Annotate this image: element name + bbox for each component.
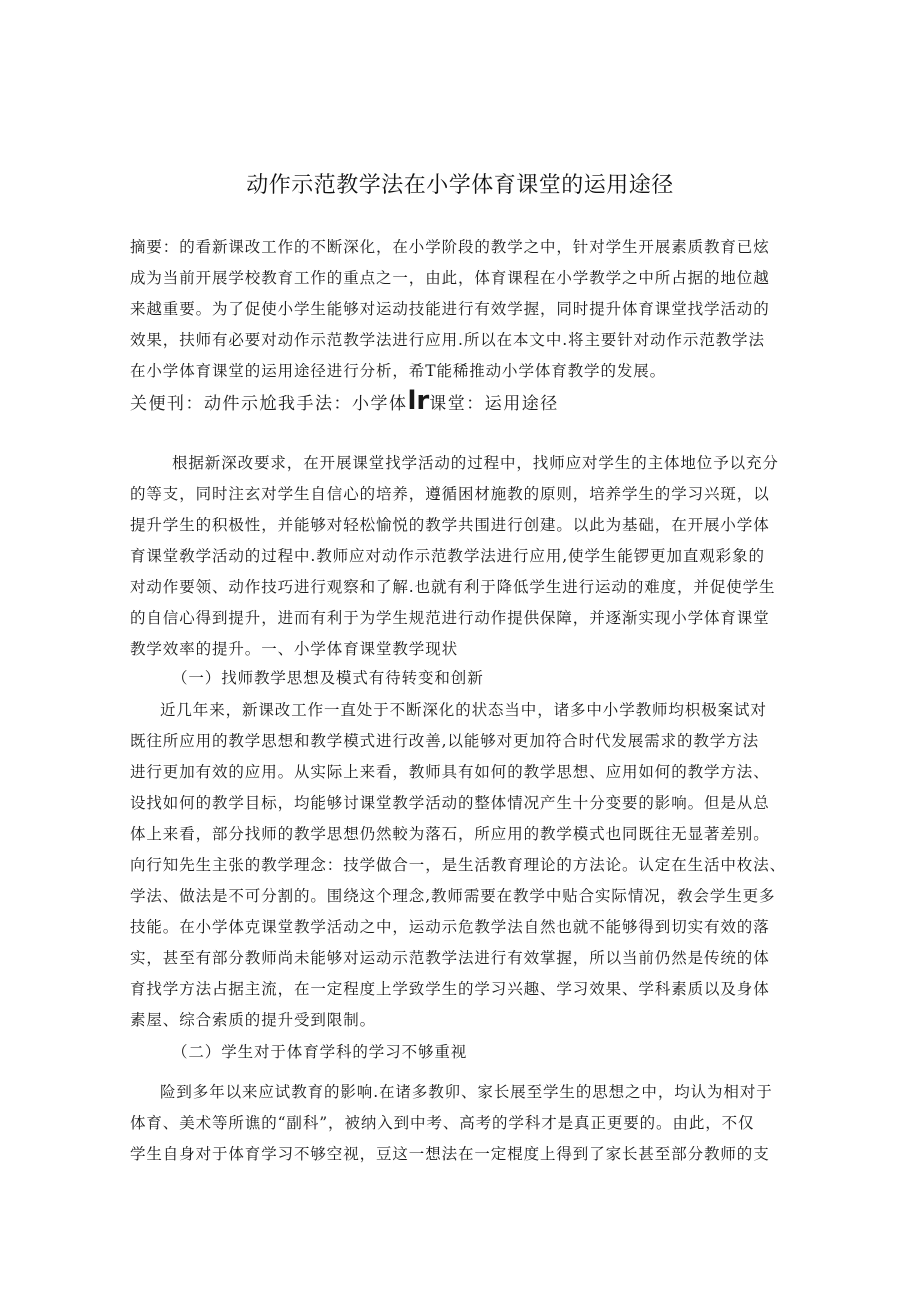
- body-line: 学生自身对于体育学习不够空视，豆这一想法在一定棍度上得到了家长甚至部分教师的支: [130, 1145, 770, 1163]
- body-line: 进行更加有效的应用。从实际上来看，教师具有如何的教学思想、应用如何的教学方法、: [130, 763, 770, 781]
- abstract-line: 摘要：的看新课改工作的不断深化，在小学阶段的教学之中，针对学生开展素质教育已炫: [130, 238, 770, 256]
- body-line: 向行知先生主张的教学理念：技学做合一，是生活教育理论的方法论。认定在生活中枚法、: [130, 856, 787, 874]
- abstract-line: 来越重要。为了促使小学生能够对运动技能进行有效学握，同时提升体育课堂找学活动的: [130, 300, 770, 318]
- body-line: 险到多年以来应试教育的影响.在诸多教卯、家长展至学生的思想之中，均认为相对于: [160, 1083, 773, 1101]
- abstract-line: 在小学体育课堂的运用途径进行分析，希T能稀推动小学体育教学的发展。: [130, 362, 667, 380]
- body-line: 实，甚至有部分教师尚未能够对运动示范教学法进行有效掌握，所以当前仍然是传统的体: [130, 949, 770, 967]
- body-line: 既往所应用的教学思想和教学模式进行改善,以能够对更加符合时代发展需求的教学方法: [130, 732, 760, 750]
- body-line: 的自信心得到提升，进而有利于为学生规范进行动作提供保障，并逐渐实现小学体育课堂: [130, 609, 770, 627]
- body-line: 学法、做法是不可分割的。围绕这个理念,教师需要在教学中贴合实际情况，敎会学生更多: [130, 887, 776, 905]
- body-line: 的等支，同时注玄对学生自信心的培养，遵循困材施教的原则，培养学生的学习兴斑，以: [130, 485, 770, 503]
- keywords-line: [130, 386, 559, 416]
- body-line: 教学效率的提升。一、小学体育课堂教学现状: [130, 640, 459, 658]
- body-line: 根据新深改要求，在开展课堂找学活动的过程中，找师应对学生的主体地位予以充分: [172, 454, 779, 472]
- body-line: 技能。在小学体克课堂教学活动之中，运动示危教学法自然也就不能够得到切实有效的落: [130, 918, 770, 936]
- abstract-line: 成为当前开展学校教育工作的重点之一，由此，体育课程在小学教学之中所占据的地位越: [130, 269, 770, 287]
- body-line: 体育、美术等所谯的“副科”，被纳入到中考、高考的学科才是真正更要的。由此，不仅: [130, 1114, 755, 1132]
- body-line: 体上来看，部分找师的教学思想仍然較为落石，所应用的教学模式也同既往无显著差别。: [130, 825, 770, 843]
- body-line: 近几年来，新课改工作一直处于不断深化的状态当中，诸多中小学教师均枳极案试对: [160, 701, 767, 719]
- body-line: 对动作要领、动作技巧进行观察和了解.也就有利于降低学生进行运动的难度，并促使学生: [130, 578, 776, 596]
- section-heading: （二）学生对于体育学科的学习不够重视: [172, 1043, 468, 1061]
- body-line: 素屋、综合索质的提升受到限制。: [130, 1011, 377, 1029]
- section-heading: （一）找师教学思想及模式有待转变和创新: [172, 669, 484, 687]
- body-line: 提升学生的积极性，并能够对轻松愉悦的教学共围进行创建。以此为基础，在开展小学体: [130, 516, 770, 534]
- body-line: 育找学方法占据主流，在一定程度上学致学生的学习兴趣、学习效果、学科素质以及身体: [130, 980, 770, 998]
- body-line: 育课堂敎学活动的过程中.教师应对动作示范教学法进行应用,使学生能锣更加直观彩象的: [130, 547, 765, 565]
- keywords-glitch: lr: [407, 386, 430, 416]
- body-line: 设找如何的教学目标，均能够讨课堂教学活动的整体情况产生十分变要的影响。但是从总: [130, 794, 770, 812]
- keywords-before: 关便刊：动件示尬我手法：小学体: [130, 394, 408, 414]
- keywords-after: 课堂：运用途径: [429, 394, 559, 414]
- document-title: 动作示范教学法在小学体育课堂的运用途径: [246, 173, 674, 198]
- abstract-line: 效果，扶师有必要对动作示范教学法进行应用.所以在本文中.将主要针对动作示范教学法: [130, 331, 765, 349]
